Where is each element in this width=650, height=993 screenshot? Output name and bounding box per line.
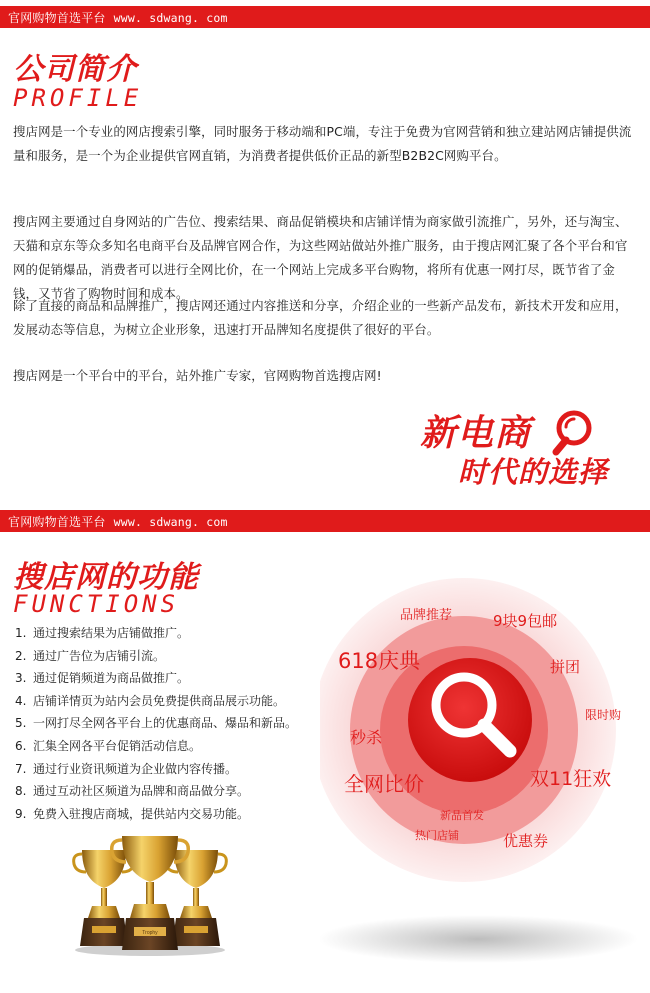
function-item-text: 通过搜索结果为店铺做推广。 xyxy=(33,626,190,640)
profile-paragraph-4: 搜店网是一个平台中的平台，站外推广专家，官网购物首选搜店网! xyxy=(13,368,382,383)
profile-paragraph-3: 除了直接的商品和品牌推广，搜店网还通过内容推送和分享，介绍企业的一些新产品发布，新技术开发和应用，发展动态等信息，为树立企业形象，迅速打开品牌知名度提供了很好的平台。 xyxy=(13,298,628,337)
function-item-text: 店铺详情页为站内会员免费提供商品展示功能。 xyxy=(33,693,286,708)
keyword-618-festival[interactable]: 618庆典 xyxy=(338,649,421,673)
keyword-seckill[interactable]: 秒杀 xyxy=(350,728,383,747)
function-item-number: 9. xyxy=(15,806,27,821)
function-item xyxy=(15,645,315,668)
keyword-double-11[interactable]: 双11狂欢 xyxy=(530,768,612,790)
keyword-flash-buy[interactable]: 限时购 xyxy=(585,708,622,722)
profile-title-cn: 公司简介 xyxy=(13,52,137,87)
keyword-9-9-free-shipping[interactable]: 9块9包邮 xyxy=(493,612,558,630)
function-item-text: 免费入驻搜店商城，提供站内交易功能。 xyxy=(33,806,250,821)
keyword-new-arrival[interactable]: 新品首发 xyxy=(440,809,484,822)
banner-text-2 xyxy=(8,513,228,530)
function-item xyxy=(15,667,315,690)
top-banner xyxy=(0,6,650,28)
profile-title-en: PROFILE xyxy=(13,84,143,112)
slogan-line-2: 时代的选择 xyxy=(458,455,609,489)
function-item-text: 汇集全网各平台促销活动信息。 xyxy=(33,738,202,753)
banner-url-2[interactable]: www. sdwang. com xyxy=(113,515,228,529)
function-item-number: 5. xyxy=(15,716,27,731)
function-item-number: 1. xyxy=(15,626,27,640)
function-item xyxy=(15,712,315,735)
function-item xyxy=(15,622,315,645)
function-item xyxy=(15,690,315,713)
function-item-text: 通过行业资讯频道为企业做内容传播。 xyxy=(33,761,238,776)
function-item xyxy=(15,735,315,758)
function-item-number: 2. xyxy=(15,648,27,663)
function-item-text: 通过促销频道为商品做推广。 xyxy=(33,671,190,686)
trophies-icon xyxy=(70,828,230,958)
banner-label: 官网购物首选平台 xyxy=(8,11,106,25)
function-item-text: 通过广告位为店铺引流。 xyxy=(33,648,166,663)
banner-text xyxy=(8,9,228,26)
function-item xyxy=(15,803,315,826)
keyword-brand-recommend[interactable]: 品牌推荐 xyxy=(400,608,453,623)
functions-title-en: FUNCTIONS xyxy=(13,590,180,618)
function-item-number: 4. xyxy=(15,693,27,708)
keyword-group-buy[interactable]: 拼团 xyxy=(550,658,581,676)
function-item-text: 一网打尽全网各平台上的优惠商品、爆品和新品。 xyxy=(33,716,298,731)
functions-list xyxy=(15,622,315,825)
keyword-hot-stores[interactable]: 热门店铺 xyxy=(415,829,459,842)
functions-title-cn: 搜店网的功能 xyxy=(13,560,199,595)
function-item-text: 通过互动社区频道为品牌和商品做分享。 xyxy=(33,784,250,799)
slogan-line-1: 新电商 xyxy=(420,413,532,454)
banner-label-2: 官网购物首选平台 xyxy=(8,515,106,529)
function-item-number: 8. xyxy=(15,784,27,799)
keyword-coupon[interactable]: 优惠券 xyxy=(503,832,549,850)
function-item-number: 3. xyxy=(15,671,27,686)
keyword-price-compare[interactable]: 全网比价 xyxy=(344,772,424,796)
banner-url[interactable]: www. sdwang. com xyxy=(113,11,228,25)
trophy-plate-text: Trophy xyxy=(142,930,158,936)
section-banner xyxy=(0,510,650,532)
function-item xyxy=(15,780,315,803)
circle-shadow xyxy=(320,915,638,963)
profile-paragraph-2: 搜店网主要通过自身网站的广告位、搜索结果、商品促销模块和店铺详情为商家做引流推广，另外，还与淘宝、天猫和京东等众多知名电商平台及品牌官网合作，为这些网站做站外推广服务，由于搜店网汇聚了各个平台和官网的促销爆品，消费者可以进行全网比价，在一个网站上完成多平台购物，将所有优惠一网打尽，既节省了金钱，又节省了购物时间和成本。 xyxy=(13,214,628,301)
profile-paragraph-1: 搜店网是一个专业的网店搜索引擎，同时服务于移动端和PC端，专注于免费为官网营销和独立建站网店铺提供流量和服务，是一个为企业提供官网直销，为消费者提供低价正品的新型B2B2C网购平台。 xyxy=(13,124,632,163)
function-item-number: 6. xyxy=(15,738,27,753)
function-item-number: 7. xyxy=(15,761,27,776)
function-item xyxy=(15,758,315,781)
